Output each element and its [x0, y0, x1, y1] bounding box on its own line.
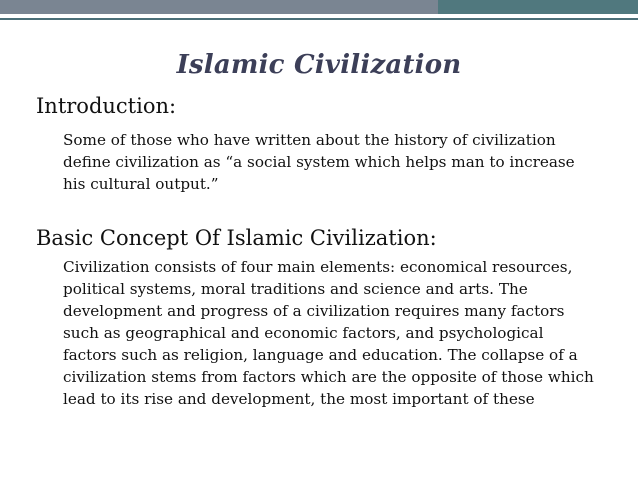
section-body-introduction	[63, 129, 608, 195]
slide-title: Islamic Civilization	[176, 50, 462, 80]
section-heading-introduction: Introduction:	[36, 94, 177, 118]
top-accent-bar	[438, 0, 638, 14]
top-stripe-line	[0, 18, 638, 20]
body-line: political systems, moral traditions and science and arts. The	[63, 280, 528, 298]
body-line: lead to its rise and development, the most important of these	[63, 390, 535, 408]
body-line: factors such as religion, language and education. The collapse of a	[63, 346, 578, 364]
body-line: his cultural output.”	[63, 175, 219, 193]
body-line: civilization stems from factors which are the opposite of those which	[63, 368, 594, 386]
body-line: Some of those who have written about the history of civilization	[63, 131, 556, 149]
section-body-basic-concept	[63, 256, 608, 410]
body-line: such as geographical and economic factors, and psychological	[63, 324, 544, 342]
section-heading-basic-concept: Basic Concept Of Islamic Civilization:	[36, 226, 437, 250]
body-line: define civilization as “a social system which helps man to increase	[63, 153, 575, 171]
body-line: Civilization consists of four main elements: economical resources,	[63, 258, 573, 276]
body-line: development and progress of a civilization requires many factors	[63, 302, 565, 320]
